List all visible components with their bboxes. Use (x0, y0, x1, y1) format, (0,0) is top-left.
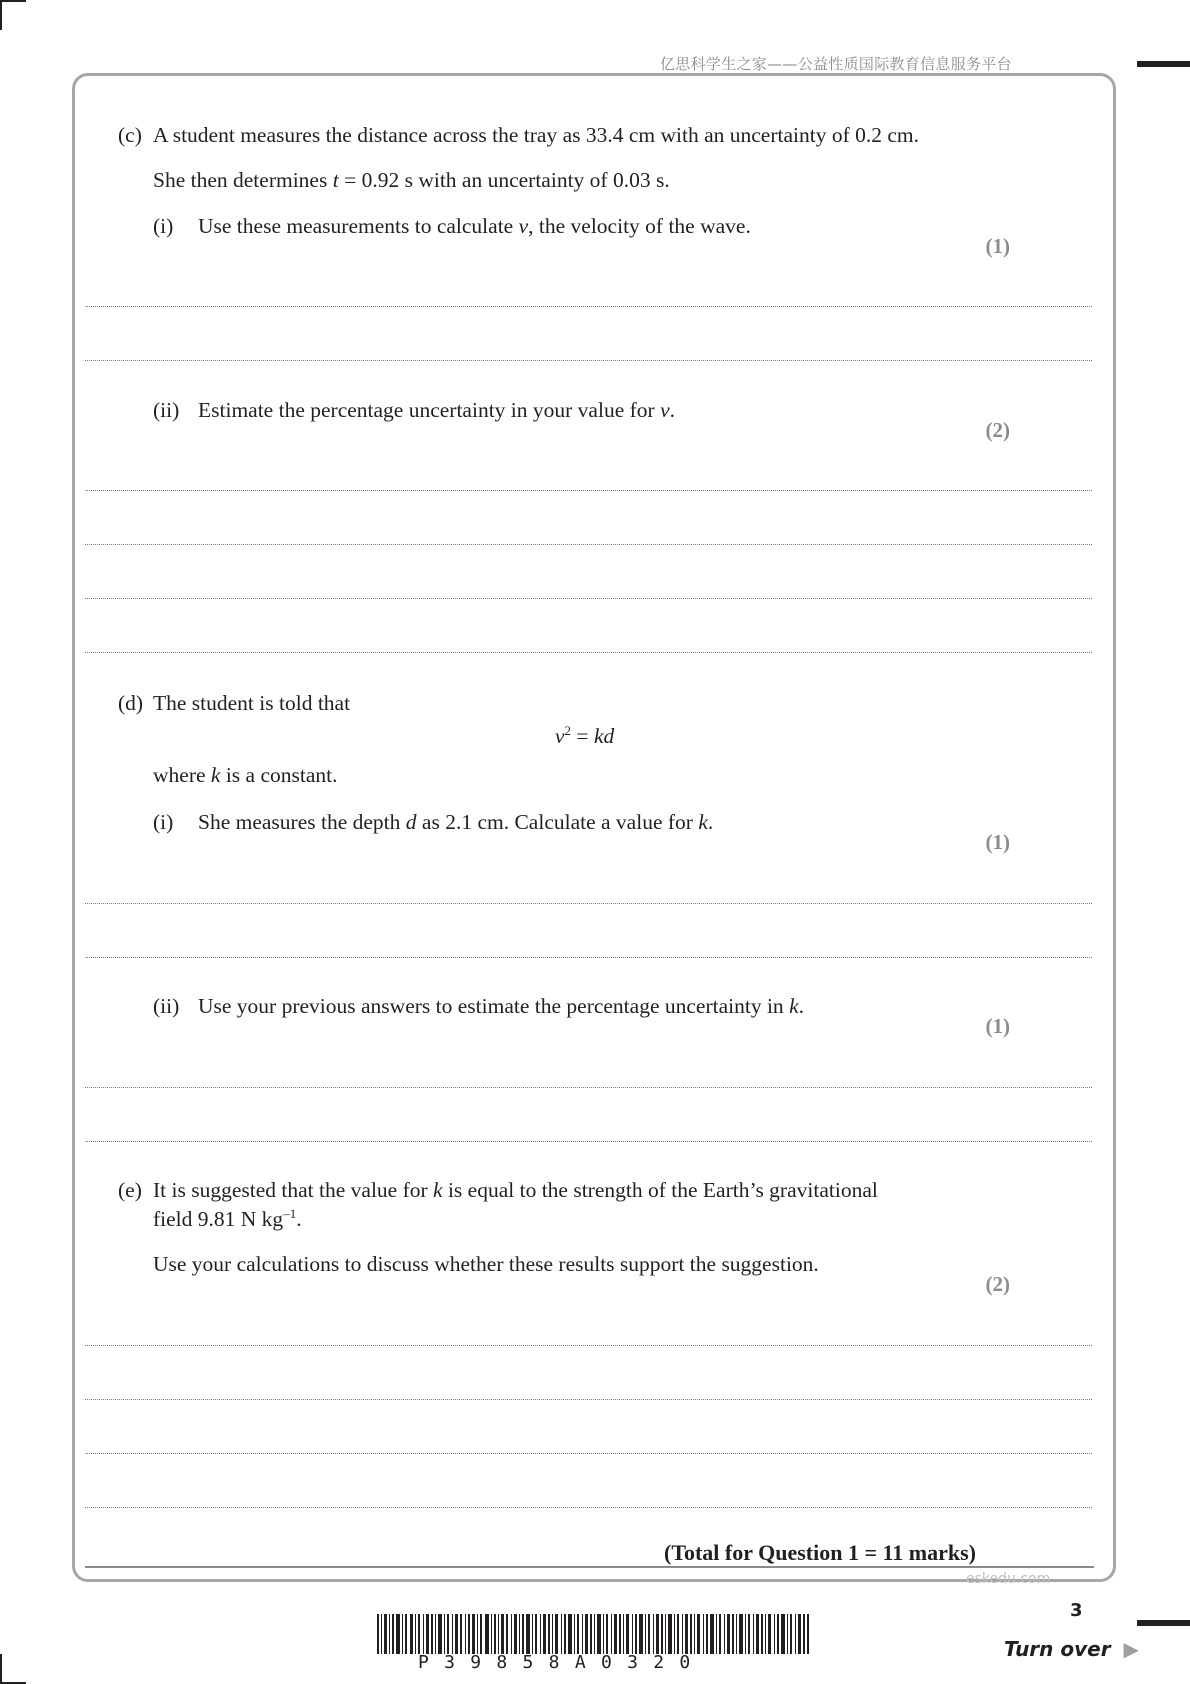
turn-over-arrow-icon: ▶ (1123, 1637, 1139, 1661)
part-c-i-question: Use these measurements to calculate v, the velocity of the wave. (198, 214, 751, 238)
header-banner: 亿思科学生之家——公益性质国际教育信息服务平台 (660, 55, 1012, 73)
part-c-ii-label: (ii) (153, 398, 180, 422)
answer-line[interactable] (85, 490, 1092, 491)
part-c-i-label: (i) (153, 214, 174, 238)
answer-line[interactable] (85, 1453, 1092, 1454)
turn-over-label: Turn over ▶ (1004, 1637, 1139, 1661)
crop-mark-bottom-left-vertical (0, 1654, 2, 1684)
part-c-ii-marks: (2) (985, 418, 1010, 442)
part-d-i-label: (i) (153, 810, 174, 834)
crop-mark-top-left-horizontal (0, 0, 26, 2)
part-c-line1: A student measures the distance across the tray as 33.4 cm with an uncertainty of 0.2 cm. (153, 123, 920, 147)
question-total: (Total for Question 1 = 11 marks) (664, 1540, 976, 1565)
answer-line[interactable] (85, 306, 1092, 307)
part-d-ii-marks: (1) (985, 1014, 1010, 1038)
total-rule (85, 1566, 1094, 1568)
part-d-where: where k is a constant. (153, 763, 338, 787)
crop-mark-bottom-right (1137, 1620, 1190, 1626)
part-d-intro: The student is told that (153, 691, 351, 715)
answer-line[interactable] (85, 957, 1092, 958)
answer-line[interactable] (85, 1507, 1092, 1508)
answer-line[interactable] (85, 360, 1092, 361)
part-e-line3: Use your calculations to discuss whether these results support the suggestion. (153, 1252, 819, 1276)
page-number: 3 (1070, 1600, 1083, 1621)
crop-mark-top-right (1137, 61, 1190, 67)
part-e-marks: (2) (985, 1272, 1010, 1296)
part-d-ii-label: (ii) (153, 994, 180, 1018)
answer-line[interactable] (85, 544, 1092, 545)
barcode-number: P39858A0320 (418, 1652, 706, 1673)
part-c-ii-question: Estimate the percentage uncertainty in your value for v. (198, 398, 675, 422)
part-d-ii-question: Use your previous answers to estimate the percentage uncertainty in k. (198, 994, 804, 1018)
part-e-line1: It is suggested that the value for k is equal to the strength of the Earth’s gravitational (153, 1178, 878, 1202)
answer-line[interactable] (85, 1399, 1092, 1400)
part-d-equation: $v^2$ = kd (555, 722, 615, 748)
answer-line[interactable] (85, 1141, 1092, 1142)
watermark: eskedu.com (966, 1571, 1051, 1587)
part-c-label: (c) (118, 123, 142, 147)
answer-line[interactable] (85, 1087, 1092, 1088)
crop-mark-top-left-vertical (0, 0, 2, 30)
answer-line[interactable] (85, 652, 1092, 653)
barcode (377, 1614, 809, 1654)
part-c-i-marks: (1) (985, 234, 1010, 258)
part-e-line2: field 9.81 N $kg^{-1}$. (153, 1205, 302, 1231)
answer-line[interactable] (85, 903, 1092, 904)
part-e-label: (e) (118, 1178, 142, 1202)
answer-line[interactable] (85, 598, 1092, 599)
part-d-i-question: She measures the depth d as 2.1 cm. Calculate a value for k. (198, 810, 714, 834)
answer-line[interactable] (85, 1345, 1092, 1346)
part-c-line2: She then determines t = 0.92 s with an uncertainty of 0.03 s. (153, 168, 670, 192)
part-d-label: (d) (118, 691, 144, 715)
part-d-i-marks: (1) (985, 830, 1010, 854)
